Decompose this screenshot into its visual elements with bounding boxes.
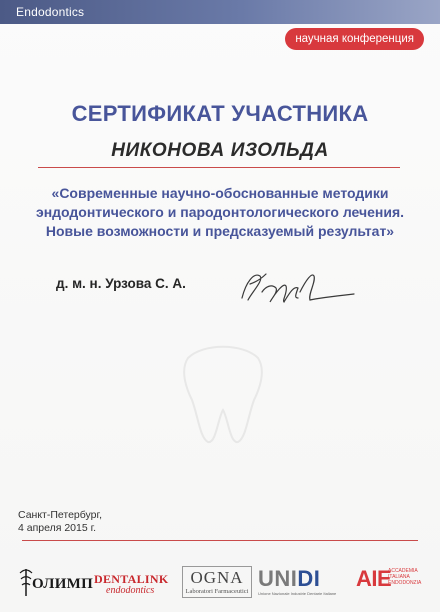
location-date: [18, 509, 102, 535]
dentalink-tagline: endodontics: [106, 585, 155, 596]
unidi-name: [258, 566, 320, 592]
city-text: Санкт-Петербург,: [18, 509, 102, 521]
footer-divider: [22, 540, 418, 541]
course-topic: [20, 184, 420, 241]
unidi-tagline: Unione Nazionale Industrie Dentarie Italiane: [258, 591, 337, 596]
topic-line-1: «Современные научно-обоснованные методики: [51, 185, 389, 201]
ogna-logo: [182, 566, 252, 598]
unidi-gray-part: UNI: [258, 566, 298, 591]
aie-name: AIE: [356, 566, 392, 591]
olimp-logo: [18, 566, 94, 598]
ogna-tagline: Laboratori Farmaceutici: [185, 588, 249, 595]
dentalink-logo: [94, 566, 178, 598]
signature-image: [232, 262, 362, 312]
unidi-logo: [258, 566, 352, 598]
certificate-title: СЕРТИФИКАТ УЧАСТНИКА: [71, 101, 369, 126]
olimp-text: ОЛИМП: [32, 576, 94, 592]
conference-badge: научная конференция: [285, 28, 424, 50]
aie-logo: [356, 566, 422, 598]
participant-name: НИКОНОВА ИЗОЛЬДА: [111, 140, 329, 161]
sponsor-logos: [18, 566, 422, 598]
ogna-name: OGNA: [190, 568, 244, 587]
topic-line-2: эндодонтического и пародонтологического лечения.: [35, 204, 405, 220]
tooth-watermark-icon: [168, 338, 278, 448]
aie-tagline: ACCADEMIA ITALIANA ENDODONZIA: [388, 568, 422, 586]
brand-label: Endodontics: [16, 5, 85, 19]
unidi-blue-part: DI: [297, 566, 321, 591]
header-band: [0, 0, 440, 24]
lecturer-name: д. м. н. Урзова С. А.: [56, 276, 186, 291]
dentalink-name: DENTALINK: [94, 572, 169, 586]
divider-line: [38, 167, 400, 168]
topic-line-3: Новые возможности и предсказуемый результат»: [45, 223, 395, 239]
date-text: 4 апреля 2015 г.: [18, 522, 97, 534]
